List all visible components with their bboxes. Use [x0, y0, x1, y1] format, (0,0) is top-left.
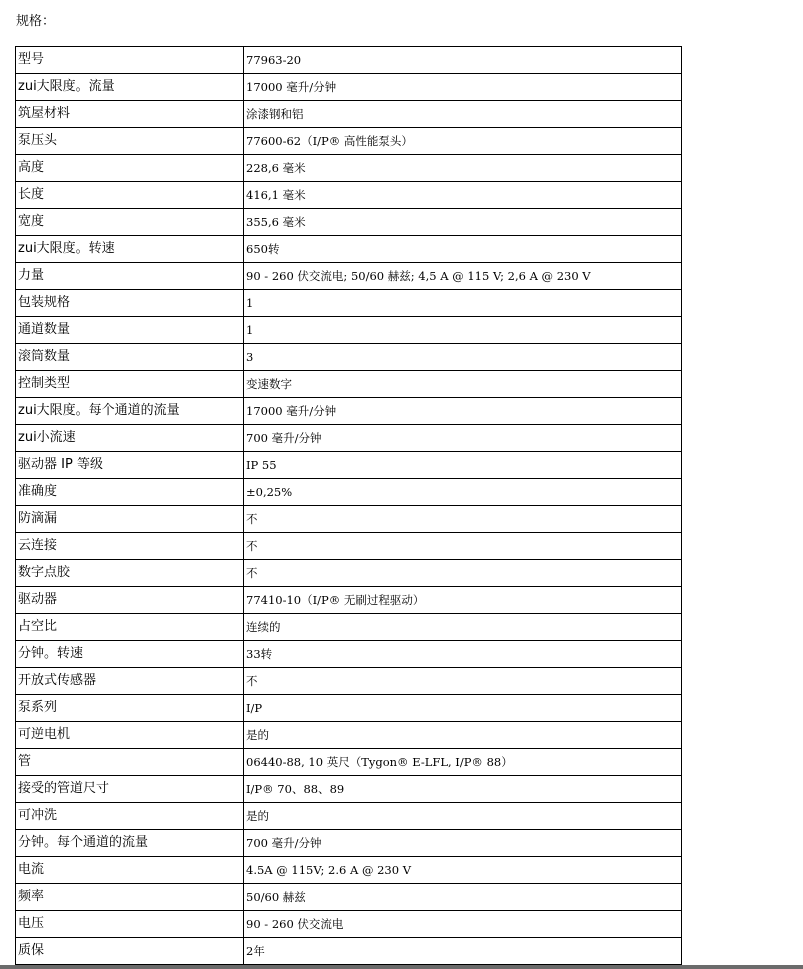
spec-label: 型号 [16, 47, 244, 74]
spec-label: 管 [16, 749, 244, 776]
spec-row [16, 560, 682, 587]
spec-label: 可冲洗 [16, 803, 244, 830]
spec-label: 包装规格 [16, 290, 244, 317]
spec-value: 涂漆钢和铝 [244, 101, 682, 128]
spec-row [16, 479, 682, 506]
spec-label: zui大限度。每个通道的流量 [16, 398, 244, 425]
spec-row [16, 857, 682, 884]
spec-value: 06440-88, 10 英尺（Tygon® E-LFL, I/P® 88） [244, 749, 682, 776]
spec-value: IP 55 [244, 452, 682, 479]
spec-value: 17000 毫升/分钟 [244, 398, 682, 425]
spec-row [16, 938, 682, 965]
spec-label: 滚筒数量 [16, 344, 244, 371]
spec-row [16, 101, 682, 128]
bottom-scrollbar-edge [0, 965, 803, 969]
spec-label: zui大限度。流量 [16, 74, 244, 101]
spec-label: zui大限度。转速 [16, 236, 244, 263]
spec-value: 不 [244, 560, 682, 587]
spec-label: 筑屋材料 [16, 101, 244, 128]
spec-label: 泵压头 [16, 128, 244, 155]
spec-row [16, 722, 682, 749]
spec-row [16, 830, 682, 857]
spec-row [16, 452, 682, 479]
spec-label: 占空比 [16, 614, 244, 641]
spec-value: 90 - 260 伏交流电; 50/60 赫兹; 4,5 A @ 115 V; 2,6 A @ 230 V [244, 263, 682, 290]
spec-value: I/P® 70、88、89 [244, 776, 682, 803]
spec-row [16, 290, 682, 317]
spec-value: 77963-20 [244, 47, 682, 74]
spec-row [16, 344, 682, 371]
spec-heading: 规格： [16, 14, 56, 29]
spec-value: 连续的 [244, 614, 682, 641]
spec-row [16, 749, 682, 776]
spec-value: 416,1 毫米 [244, 182, 682, 209]
spec-row [16, 74, 682, 101]
spec-label: 分钟。每个通道的流量 [16, 830, 244, 857]
spec-table-body [16, 47, 682, 965]
spec-row [16, 317, 682, 344]
spec-value: 50/60 赫兹 [244, 884, 682, 911]
spec-value: 355,6 毫米 [244, 209, 682, 236]
spec-label: 长度 [16, 182, 244, 209]
spec-label: 接受的管道尺寸 [16, 776, 244, 803]
spec-row [16, 911, 682, 938]
spec-label: 电流 [16, 857, 244, 884]
spec-value: 1 [244, 317, 682, 344]
spec-row [16, 641, 682, 668]
spec-value: 3 [244, 344, 682, 371]
spec-label: 准确度 [16, 479, 244, 506]
spec-row [16, 533, 682, 560]
spec-value: 不 [244, 668, 682, 695]
spec-row [16, 47, 682, 74]
spec-row [16, 884, 682, 911]
spec-value: 228,6 毫米 [244, 155, 682, 182]
spec-label: 宽度 [16, 209, 244, 236]
spec-value: 2年 [244, 938, 682, 965]
spec-value: 不 [244, 533, 682, 560]
spec-value: 不 [244, 506, 682, 533]
spec-row [16, 155, 682, 182]
spec-row [16, 587, 682, 614]
spec-value: 700 毫升/分钟 [244, 425, 682, 452]
spec-label: 频率 [16, 884, 244, 911]
spec-row [16, 398, 682, 425]
spec-row [16, 506, 682, 533]
spec-row [16, 425, 682, 452]
spec-value: 33转 [244, 641, 682, 668]
spec-value: 1 [244, 290, 682, 317]
spec-row [16, 776, 682, 803]
spec-label: zui小流速 [16, 425, 244, 452]
spec-row [16, 128, 682, 155]
spec-row [16, 614, 682, 641]
spec-label: 控制类型 [16, 371, 244, 398]
spec-row [16, 209, 682, 236]
spec-value: 650转 [244, 236, 682, 263]
spec-label: 驱动器 [16, 587, 244, 614]
spec-value: 700 毫升/分钟 [244, 830, 682, 857]
spec-row [16, 371, 682, 398]
spec-row [16, 695, 682, 722]
spec-row [16, 263, 682, 290]
spec-label: 高度 [16, 155, 244, 182]
spec-row [16, 668, 682, 695]
spec-label: 云连接 [16, 533, 244, 560]
spec-value: 4.5A @ 115V; 2.6 A @ 230 V [244, 857, 682, 884]
spec-label: 质保 [16, 938, 244, 965]
spec-label: 开放式传感器 [16, 668, 244, 695]
spec-value: 77410-10（I/P® 无刷过程驱动） [244, 587, 682, 614]
spec-value: I/P [244, 695, 682, 722]
spec-label: 泵系列 [16, 695, 244, 722]
spec-value: 是的 [244, 722, 682, 749]
spec-label: 驱动器 IP 等级 [16, 452, 244, 479]
spec-value: ±0,25% [244, 479, 682, 506]
spec-row [16, 803, 682, 830]
spec-label: 可逆电机 [16, 722, 244, 749]
spec-row [16, 182, 682, 209]
spec-label: 分钟。转速 [16, 641, 244, 668]
spec-label: 电压 [16, 911, 244, 938]
spec-label: 力量 [16, 263, 244, 290]
spec-value: 17000 毫升/分钟 [244, 74, 682, 101]
spec-label: 数字点胶 [16, 560, 244, 587]
spec-value: 90 - 260 伏交流电 [244, 911, 682, 938]
spec-label: 通道数量 [16, 317, 244, 344]
spec-table [15, 46, 682, 965]
spec-label: 防滴漏 [16, 506, 244, 533]
spec-row [16, 236, 682, 263]
spec-value: 77600-62（I/P® 高性能泵头） [244, 128, 682, 155]
spec-value: 是的 [244, 803, 682, 830]
spec-value: 变速数字 [244, 371, 682, 398]
